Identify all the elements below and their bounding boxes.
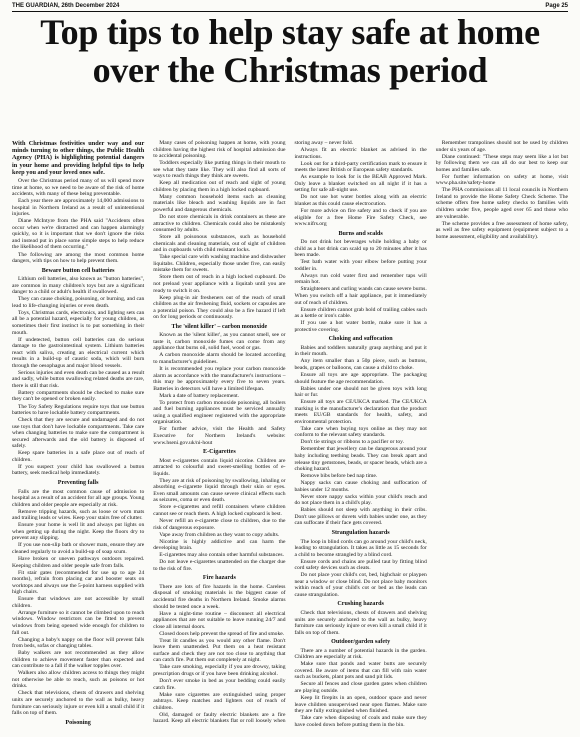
section-heading: Choking and suffocation — [328, 336, 393, 343]
body-paragraph: Ensure all toys are age appropriate. The packaging should feature the age recommendation. — [294, 371, 427, 385]
body-paragraph: If undetected, button cell batteries can do serious damage to the gastrointestinal system. Lithium batteries react with saliva, creating an electrical current which results in a build-up of caustic soda, which will burn through the oesophagus and major blood vessels. — [12, 336, 145, 369]
body-paragraph: A carbon monoxide alarm should be located according to manufacturer's guidelines. — [153, 352, 286, 365]
body-paragraph: Take care smoking, especially if you are drowsy, taking prescription drugs or if you have been drinking alcohol. — [153, 664, 286, 677]
body-paragraph: Straighteners and curling wands can cause severe burns. When you switch off a hair appliance, put it immediately out of reach of children. — [294, 286, 427, 306]
section-heading: E-Cigarettes — [203, 449, 236, 456]
body-paragraph: Store all poisonous substances, such as household chemicals and cleaning materials, out of sight of children and in cupboards with child resistant locks. — [153, 234, 286, 254]
body-paragraph: Fit stair gates (recommended for use up to age 24 months), refrain from placing car and booster seats on worktops and always use the 5-point harness supplied with high chairs. — [12, 569, 145, 596]
body-paragraph: Do not store chemicals in drink containers as these are attractive to children. Chemicals could also be mistakenly consumed by adults. — [153, 214, 286, 234]
body-paragraph: If you use non-slip bath or shower mats, ensure they are cleaned regularly to avoid a build-up of soap scum. — [12, 542, 145, 555]
body-paragraph: Take care when buying toys online as they may not conform to the relevant safety standards. — [294, 425, 427, 439]
body-paragraph: Battery compartments should be checked to make sure they can't be opened or broken easily. — [12, 389, 145, 403]
body-paragraph: Ensure your home is well lit and always put lights on when getting up during the night. Keep the floors dry to prevent any slipping. — [12, 522, 145, 542]
body-paragraph: Babies should not sleep with anything in their cribs. Don't use pillows or duvets with babies under one, as they can suffocate if their face gets covered. — [294, 507, 427, 527]
section-heading: The 'silent killer' – carbon monoxide — [171, 323, 268, 330]
body-paragraph: Many cases of poisoning happen at home, with young children having the highest risk of hospital admission due to accidental poisoning. — [153, 140, 286, 160]
section-heading: Preventing falls — [57, 480, 99, 487]
article-body — [12, 140, 568, 731]
body-paragraph: Old, damaged or faulty electric blankets are a fire hazard. Keep all electric blankets flat or roll loosely when storing away – never fold. — [153, 140, 354, 725]
body-paragraph: Vape away from children as they want to copy adults. — [159, 531, 280, 538]
body-paragraph: Closed doors help prevent the spread of fire and smoke. — [159, 630, 285, 637]
body-paragraph: Ensure cords and chains are pulled taut by fitting blind cord safety devices such as cleats. — [294, 558, 427, 572]
article-intro: With Christmas festivities under way and our minds turning to other things, the Public Health Agency (PHA) is highlighting potential dangers in your home and providing helpful tips to help keep you and your loved ones safe. — [12, 140, 145, 176]
body-paragraph: Store them out of reach in a high locked cupboard. Do not preload your appliance with a liquitab until you are ready to switch it on. — [153, 274, 286, 294]
body-paragraph: Babies and toddlers naturally grasp anything and put it in their mouth. — [294, 344, 427, 358]
body-paragraph: Take care when disposing of coals and make sure they have cooled down before putting them in the bin. — [294, 715, 427, 728]
body-paragraph: Don't ever smoke in bed as your bedding could easily catch fire. — [153, 678, 286, 691]
body-paragraph: Do not leave e-cigarettes unattended on the charger due to the risk of fire. — [153, 559, 286, 572]
page-number: Page 25 — [545, 2, 568, 9]
body-paragraph: Lithium cell batteries, also known as "button batteries", are common in many children's toys but are a significant danger to a child or adult's health if swallowed. — [12, 276, 145, 296]
body-paragraph: Walkers also allow children access to things they might not otherwise be able to reach, such as poisons or hot drinks. — [12, 670, 145, 690]
body-paragraph: Remember trampolines should not be used by children under six years of age. — [435, 140, 568, 153]
body-paragraph: They can cause choking, poisoning, or burning, and can lead to life-changing injuries or even death. — [12, 296, 145, 309]
section-heading: Poisoning — [65, 719, 91, 726]
headline: Top tips to help stay safe at home over the Christmas period — [40, 12, 540, 90]
body-paragraph: Don't tie strings or ribbons to a pacifier or toy. — [300, 439, 404, 446]
body-paragraph: Changing a baby's nappy on the floor will prevent falls from beds, sofas or changing tables. — [12, 636, 145, 650]
body-paragraph: Serious injuries and even death can be caused as a result and sadly, while button swallowing related deaths are rare, there is still that risk. — [12, 369, 145, 389]
body-paragraph: Diane continued: "These steps may seem like a lot but by following them we can all do our best to keep our homes and families safe. — [435, 153, 568, 173]
section-heading: Fire hazards — [202, 575, 236, 582]
body-paragraph: Store e-cigarettes and refill containers where children cannot see or reach them. A high locked cupboard is best. — [153, 504, 286, 517]
body-paragraph: There are a number of potential hazards in the garden. Children are especially at risk. — [294, 647, 427, 661]
body-paragraph: It is recommended you replace your carbon monoxide alarm as accordance with the manufacturer's instructions – this may be approximately every five to seven years. Batteries in detectors will have a limited lifespan. — [153, 366, 286, 392]
section-heading: Strangulation hazards — [331, 530, 390, 537]
body-paragraph: Check that they are secure and undamaged and do not use toys that don't have lockable compartments. Take care when changing batteries to make sure the compartment is secured afterwards and the old battery is disposed of safely. — [12, 417, 145, 450]
body-paragraph: Toys, Christmas cards, electronics, and lighting sets can all be a potential hazard, especially for young children, as sometimes their first instinct is to put something in their mouth. — [12, 309, 145, 336]
body-paragraph: Ensure all toys are CE/UKCA marked. The CE/UKCA marking is the manufacturer's declaration that the product meets EU/GB standards for health, safety, and environmental protection. — [294, 399, 427, 425]
body-paragraph: Have broken or uneven pathways outdoors repaired. Keeping children and older people safe from falls. — [12, 556, 145, 569]
body-paragraph: Do not place your child's cot, bed, highchair or playpen near a window or close blind. Do not place baby monitors within reach of your child's cot or bed as the leads can cause strangulation. — [294, 572, 427, 598]
body-paragraph: For more advice on fire safety and to check if you are eligible for a free Home Fire Safety Check, see www.nifrs.org — [294, 207, 427, 228]
body-paragraph: Secure all fences and close garden gates when children are playing outside. — [294, 681, 427, 694]
body-paragraph: There are lots of fire hazards in the home. Careless disposal of smoking materials is the biggest cause of accidental fire deaths in Northern Ireland. Smoke alarms should be tested once a week. — [153, 583, 286, 610]
body-paragraph: Keep all medication out of reach and sight of young children by placing them in a high locked cupboard. — [153, 180, 286, 193]
body-paragraph: Take special care with washing machine and dishwasher liquitabs. Children, especially those under five, can easily mistake them for sweets. — [153, 254, 286, 274]
body-paragraph: Any item smaller than a 50p piece, such as buttons, beads, grapes or balloons, can cause a child to choke. — [294, 358, 427, 371]
body-paragraph: Arrange furniture so it cannot be climbed upon to reach windows. Window restrictors can be fitted to prevent windows from being opened wide enough for children to fall out. — [12, 609, 145, 636]
body-paragraph: Remember that jewellery can be dangerous around your baby including teething beads. They can break apart and release tiny gemstones, beads, or spacer beads, which are a choking hazard. — [294, 446, 427, 473]
body-paragraph: Falls are the most common cause of admission to hospital as a result of an accident for all age groups. Young children and older people are especially at risk. — [12, 488, 145, 508]
body-paragraph: Do not use hot water bottles along with an electric blanket as this could cause electrocution. — [294, 194, 427, 207]
body-paragraph: Keep spare batteries in a safe place out of reach of children. — [12, 450, 145, 463]
section-heading: Crushing hazards — [337, 601, 384, 608]
body-paragraph: Toddlers especially like putting things in their mouth to see what they taste like. They will also find all sorts of ways to reach things they think are sweets. — [153, 160, 286, 180]
body-paragraph: The PHA commissions all 11 local councils in Northern Ireland to provide the Home Safety Check Scheme. The scheme offers free home safety checks to families with children under five, people aged over 65 and those who are vulnerable. — [435, 187, 568, 220]
body-paragraph: Make sure that ponds and water butts are securely covered. Be aware of items that can fill with rain water such as buckets, plant pots and sand pit lids. — [294, 661, 427, 681]
body-paragraph: Most e-cigarettes contain liquid nicotine. Children are attracted to colourful and sweet-smelling bottles of e-liquids. — [153, 457, 286, 477]
body-paragraph: Treat lit candles as you would any other flame. Don't leave them unattended. Put them on a heat resistant surface and check they are not too close to anything that can catch fire. Put them out completely at night. — [153, 637, 286, 664]
body-paragraph: The loop in blind cords can go around your child's neck, leading to strangulation. It takes as little as 15 seconds for a child to become strangled by a blind cord. — [294, 538, 427, 558]
body-paragraph: If you suspect your child has swallowed a button battery, seek medical help immediately. — [12, 463, 145, 477]
body-paragraph: Nappy sacks can cause choking and suffocation of babies under 12 months. — [294, 480, 427, 493]
body-paragraph: Remove bibs before bed nap time. — [300, 473, 378, 480]
body-paragraph: To protect from carbon monoxide poisoning, all boilers and fuel burning appliances must be serviced annually using a qualified engineer registered with the appropriate organisation. — [153, 399, 286, 426]
body-paragraph: Remove tripping hazards, such as loose or worn mats and trailing leads or wires. Keep your stairs free of clutter. — [12, 508, 145, 522]
body-paragraph: Do not drink hot beverages while holding a baby or child as a hot drink can scald up to 20 minutes after it has been made. — [294, 239, 427, 259]
body-paragraph: They are at risk of poisoning by swallowing, inhaling or absorbing e-cigarette liquid through their skin or eyes. Even small amounts can cause severe clinical effects such as seizures, coma or even death. — [153, 477, 286, 504]
body-paragraph: Ensure children cannot grab hold of trailing cables such as a kettle or iron's cable. — [294, 306, 427, 320]
folio-bar — [12, 0, 568, 11]
body-paragraph: For further advice, visit the Health and Safety Executive for Northern Ireland's website: www.hseni.gov.uk/ni-hout — [153, 426, 286, 446]
body-paragraph: Look out for a third-party certification mark to ensure it meets the latest British or European safety standards. — [294, 160, 427, 174]
body-paragraph: Mark a date of battery replacement. — [159, 392, 240, 399]
body-paragraph: Always fit an electric blanket as advised in the instructions. — [294, 147, 427, 160]
section-heading: Beware button cell batteries — [41, 267, 115, 274]
body-paragraph: The Toy Safety Regulations require toys that use button batteries to have lockable battery compartments. — [12, 403, 145, 417]
body-paragraph: Each year there are approximately 14,000 admissions to hospital in Northern Ireland as a result of unintentional injuries. — [12, 198, 145, 218]
body-paragraph: Never refill an e-cigarette close to children, due to the risk of dangerous exposure. — [153, 517, 286, 531]
body-paragraph: As example to look for is the BEAB Approved Mark. Only leave a blanket switched on all night if it has a setting for safe all-night use. — [294, 174, 427, 194]
body-paragraph: Check that televisions, chests of drawers and shelving units are securely anchored to the wall as bulky, heavy furniture can seriously injure or even kill a small child if it falls on top of them. — [294, 609, 427, 636]
body-paragraph: If you use a hot water bottle, make sure it has a protective covering. — [294, 320, 427, 333]
body-paragraph: Known as the 'silent killer', as you cannot smell, see or taste it, carbon monoxide fumes can come from any appliance that burns oil, solid fuel, wood or gas. — [153, 332, 286, 352]
publication-line: THE GUARDIAN, 26th December 2024 — [12, 2, 120, 9]
body-paragraph: The scheme provides a free assessment of home safety, as well as free safety equipment (equipment subject to a home assessment, eligibility and availability). — [435, 220, 568, 240]
body-paragraph: Diane McIntyre from the PHA said "Accidents often occur when we're distracted and can happen alarmingly quickly, so it is important that we don't ignore the risks and instead put in place some simple steps to help reduce the likelihood of them occurring." — [12, 218, 145, 251]
body-paragraph: Check that televisions, chests of drawers and shelving units are securely anchored to the wall as bulky, heavy furniture can seriously injure or even kill a small child if it falls on top of them. — [12, 690, 145, 717]
body-paragraph: Never store nappy sacks within your child's reach and do not place them in a child's play. — [294, 493, 427, 507]
body-paragraph: Make sure cigarettes are extinguished using proper ashtrays. Keep matches and lighters out of reach of children. — [153, 691, 286, 711]
body-paragraph: Keep lit firepits in an open, outdoor space and never leave children unsupervised near open flames. Make sure they are fully extinguished when finished. — [294, 694, 427, 715]
body-paragraph: For further information on safety at home, visit www.pha.site/safety-home — [435, 173, 568, 187]
body-paragraph: Many common household items such as cleaning materials like bleach and washing liquids are in fact powerful and dangerous chemicals. — [153, 193, 286, 213]
section-heading: Outdoor/garden safety — [331, 639, 391, 646]
body-paragraph: Always run cold water first and remember taps will remain hot. — [294, 272, 427, 286]
body-paragraph: Over the Christmas period many of us will spend more time at home, so we need to be aware of the risk of home accidents, with many of these being preventable. — [12, 178, 145, 198]
body-paragraph: Nicotine is highly addictive and can harm the developing brain. — [153, 538, 286, 552]
body-paragraph: Keep plug-in air fresheners out of the reach of small children as the air freshening fluid, sockets or capsules are a potential poison. They could also be a fire hazard if left on for long periods or continuously. — [153, 294, 286, 321]
section-heading: Burns and scalds — [338, 230, 383, 237]
body-paragraph: The following are among the most common home dangers, with tips on how to help prevent them. — [12, 251, 145, 265]
body-paragraph: Babies under one should not be given toys with long hair or fur. — [294, 385, 427, 399]
body-paragraph: Ensure that windows are not accessible by small children. — [12, 596, 145, 609]
body-paragraph: Baby walkers are not recommended as they allow children to achieve movement faster than expected and can contribute to a fall if the walker topples over. — [12, 650, 145, 670]
body-paragraph: E-cigarettes may also contain other harmful substances. — [159, 552, 284, 559]
body-paragraph: Have a night-time routine – disconnect all electrical appliances that are not suitable to leave running 24/7 and close all internal doors. — [153, 610, 286, 630]
body-paragraph: Test bath water with your elbow before putting your toddler in. — [294, 259, 427, 272]
